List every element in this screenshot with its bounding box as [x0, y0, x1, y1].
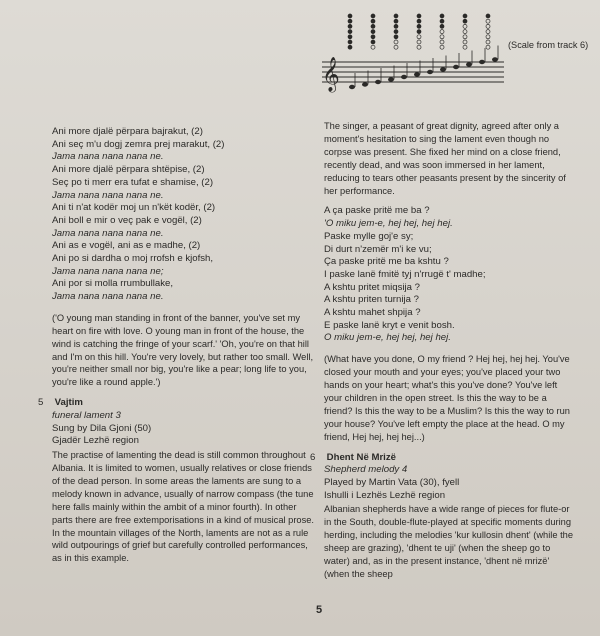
finger-hole — [394, 40, 398, 44]
finger-hole — [440, 14, 444, 18]
finger-hole — [371, 30, 375, 34]
song-line: Paske mylle goj'e sy; — [324, 230, 414, 242]
song-line: Ani por si molla rrumbullake, — [52, 278, 174, 290]
song-line: Jama nana nana nana ne. — [52, 227, 164, 239]
track-region: Ishulli i Lezhës Lezhë region — [324, 489, 446, 501]
note-head — [375, 80, 381, 84]
finger-hole — [394, 45, 398, 49]
song-line: Jama nana nana nana ne. — [52, 151, 164, 163]
note-head — [492, 57, 498, 61]
track-description: Albanian shepherds have a wide range of pieces for flute-or in the South, double-flute-played at specific moments during herding, including the melodies 'kur kullosin dhent' (while the sheep are grazing), 'dhent te uji' (when the sheep go to water) and, as in the present instance, 'dhent në mrizë' (when the sheep — [324, 504, 574, 579]
track-number: 6 — [310, 451, 316, 463]
song-line: A kshtu mahet shpija ? — [324, 307, 421, 319]
lament-intro: The singer, a peasant of great dignity, agreed after only a moment's hesitation to sing the lament even though no corpse was present. She fixed her mind on a close friend, recently dead, and was soon immersed in her lament, reducing to tears other peasants present by the sincerity of her performance. — [324, 121, 566, 196]
finger-hole — [371, 24, 375, 28]
finger-hole — [440, 19, 444, 23]
finger-hole — [440, 35, 444, 39]
song-line: O miku jem-e, hej hej, hej hej. — [324, 332, 451, 344]
finger-hole — [371, 19, 375, 23]
finger-hole — [417, 30, 421, 34]
right-column — [310, 120, 574, 581]
finger-hole — [463, 14, 467, 18]
song-line: A kshtu pritet miqsija ? — [324, 281, 420, 293]
note-head — [388, 77, 394, 81]
song-line: Jama nana nana nana ne; — [52, 265, 164, 277]
song-line: E paske lanë kryt e venit bosh. — [324, 319, 455, 331]
song-line: Ani seç m'u dogj zemra prej marakut, (2) — [52, 138, 225, 150]
finger-hole — [371, 14, 375, 18]
finger-hole — [417, 24, 421, 28]
song-text-albanian — [52, 126, 314, 304]
track-region: Gjadër Lezhë region — [52, 435, 139, 447]
finger-hole — [348, 40, 352, 44]
finger-hole — [463, 24, 467, 28]
track-performer: Sung by Dila Gjoni (50) — [52, 422, 152, 434]
track-description: The practise of lamenting the dead is still common throughout Albania. It is limited to women, usually relatives or close friends of the dead person. In some areas the laments are sung to a melody known in advance, usually of narrow compass (the tune here falls mainly within the ambit of a minor fourth). In other parts there are free extemporisations in a kind of musical prose. In the mountain villages of the North, laments are not as a rule wild outpourings of grief but carefully controlled performances, as in this example. — [52, 450, 314, 564]
finger-hole — [371, 45, 375, 49]
song-line: Jama nana nana nana ne. — [52, 189, 164, 201]
finger-hole — [440, 45, 444, 49]
finger-hole — [463, 40, 467, 44]
track-header — [38, 397, 314, 410]
finger-hole — [486, 30, 490, 34]
finger-hole — [463, 30, 467, 34]
note-head — [440, 67, 446, 71]
fingering-charts — [348, 14, 490, 49]
finger-hole — [463, 19, 467, 23]
finger-hole — [394, 30, 398, 34]
song-line: Ani ti n'at kodër moj un n'kët kodër, (2) — [52, 202, 216, 214]
song-translation: ('O young man standing in front of the banner, you've set my heart on fire with love. O young man in front of the house, the wind is catching the fringe of your scarf.' 'Oh, you're on that hill and I'm on this hill. You're very lovely, but rather too small. Well, you're neither small nor big, you're like a pear; long life to you, you're like a round apple.') — [52, 312, 314, 388]
finger-hole — [348, 45, 352, 49]
finger-hole — [417, 45, 421, 49]
song-line: 'O miku jem-e, hej hej, hej hej. — [324, 218, 453, 230]
note-head — [414, 72, 420, 76]
page-number: 5 — [316, 604, 323, 616]
finger-hole — [417, 35, 421, 39]
song-line: Ani more djalë përpara bajrakut, (2) — [52, 126, 203, 137]
finger-hole — [486, 19, 490, 23]
track-subtitle: funeral lament 3 — [52, 409, 121, 421]
song-line: A ça paske pritë me ba ? — [324, 205, 430, 217]
note-head — [466, 62, 472, 66]
song-line: Ça paske pritë me ba kshtu ? — [324, 256, 449, 268]
left-column — [38, 126, 314, 565]
note-head — [427, 70, 433, 74]
track-header — [310, 451, 574, 465]
finger-hole — [417, 14, 421, 18]
finger-hole — [394, 35, 398, 39]
track-subtitle: Shepherd melody 4 — [324, 464, 408, 476]
finger-hole — [440, 40, 444, 44]
scale-caption: (Scale from track 6) — [508, 40, 589, 50]
track-performer: Played by Martin Vata (30), fyell — [324, 476, 460, 488]
note-head — [401, 75, 407, 79]
finger-hole — [348, 30, 352, 34]
note-head — [453, 65, 459, 69]
note-head — [362, 82, 368, 86]
finger-hole — [486, 24, 490, 28]
finger-hole — [463, 35, 467, 39]
track-title: Dhent Në Mrizë — [326, 451, 396, 463]
finger-hole — [417, 19, 421, 23]
finger-hole — [394, 24, 398, 28]
music-staff — [322, 62, 504, 82]
song-line: Ani as e vogël, ani as e madhe, (2) — [52, 240, 201, 252]
note-head — [349, 85, 355, 89]
finger-hole — [394, 19, 398, 23]
track-title: Vajtim — [54, 397, 83, 409]
note-head — [479, 60, 485, 64]
song-line: Ani boll e mir o veç pak e vogël, (2) — [52, 214, 202, 226]
finger-hole — [417, 40, 421, 44]
song-line: Ani more djalë përpara shtëpise, (2) — [52, 164, 205, 176]
song-line: I paske lanë fmitë tyj n'rrugë t' madhe; — [324, 268, 486, 280]
finger-hole — [486, 45, 490, 49]
song-line: Di durt n'zemër m'i ke vu; — [324, 243, 432, 255]
flute-fingering-scale-diagram — [318, 8, 508, 100]
finger-hole — [440, 24, 444, 28]
finger-hole — [348, 19, 352, 23]
song-line: Seç po ti merr era tufat e shamise, (2) — [52, 176, 214, 188]
song-line: Ani po si dardha o moj rrofsh e kjofsh, — [52, 253, 214, 265]
finger-hole — [371, 40, 375, 44]
finger-hole — [486, 40, 490, 44]
finger-hole — [348, 35, 352, 39]
track-number: 5 — [38, 397, 44, 409]
finger-hole — [394, 14, 398, 18]
finger-hole — [486, 35, 490, 39]
song-line: Jama nana nana nana ne. — [52, 291, 164, 303]
treble-clef: 𝄞 — [322, 57, 340, 92]
finger-hole — [486, 14, 490, 18]
finger-hole — [348, 14, 352, 18]
song-line: A kshtu priten turnija ? — [324, 294, 419, 306]
finger-hole — [348, 24, 352, 28]
finger-hole — [371, 35, 375, 39]
finger-hole — [440, 30, 444, 34]
song-text-albanian — [324, 205, 574, 345]
finger-hole — [463, 45, 467, 49]
song-translation: (What have you done, O my friend ? Hej hej, hej hej. You've closed your mouth and your eyes; you've placed your two hands on your heart; what's this you've done? You've left your children in the open street. Is this the way to be a friend? Is this the way to be a Muslim? Is this the way to run your house? You've left empty the place at the head. O my friend, Hej hej, hej hej...) — [324, 354, 570, 442]
